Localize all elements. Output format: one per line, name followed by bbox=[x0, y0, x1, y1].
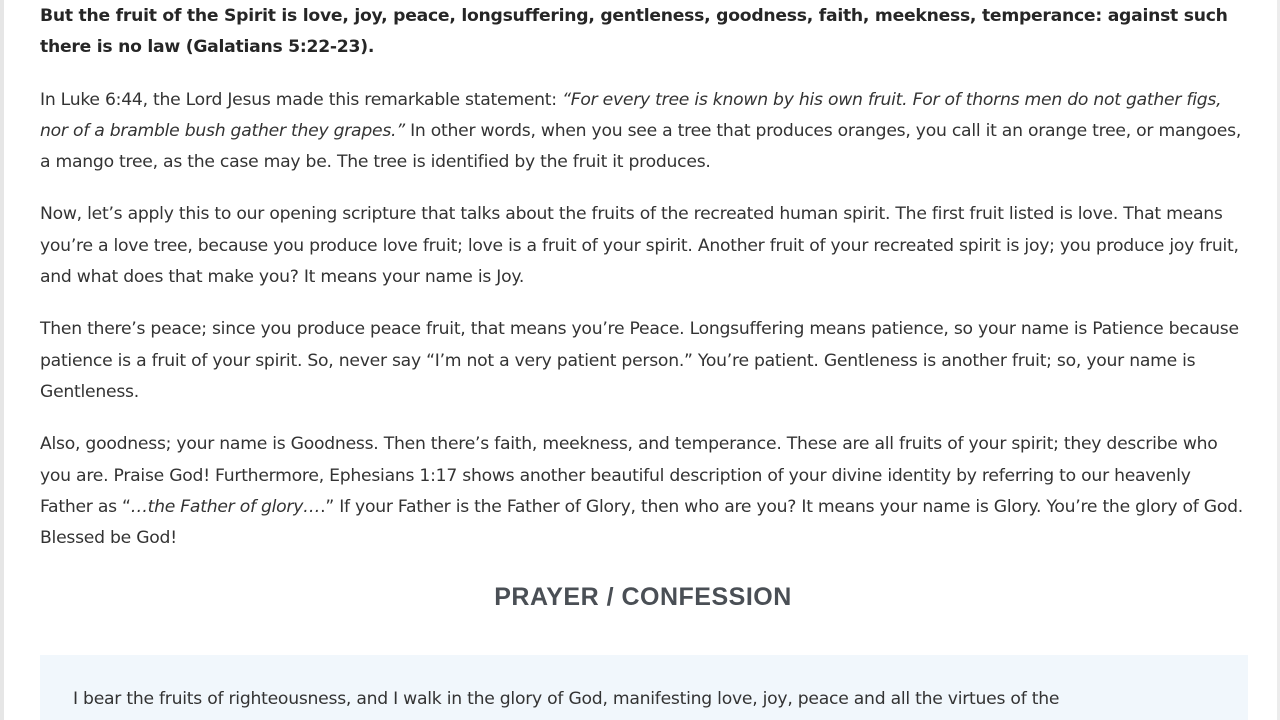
left-border bbox=[0, 0, 4, 720]
paragraph-goodness-intro: Also, goodness; your name is Goodness. Then there’s faith, meekness, and temperance. These are all fruits of your spirit; they describe who you are. Praise God! Furthermore, Ephesians 1:17 shows another beautiful description of your divine identity by referring to our heavenly Father as “ bbox=[40, 434, 1218, 517]
paragraph-luke-rest: In other words, when you see a tree that produces oranges, you call it an orange tree, or mangoes, a mango tree, as the case may be. The tree is identified by the fruit it produces. bbox=[40, 120, 1242, 173]
paragraph-love: Now, let’s apply this to our opening scripture that talks about the fruits of the recreated human spirit. The first fruit listed is love. That means you’re a love tree, because you produce love fruit; love is a fruit of your spirit. Another fruit of your recreated spirit is joy; you produce joy fruit, and what does that make you? It means your name is Joy. bbox=[40, 204, 1239, 288]
prayer-box bbox=[40, 655, 1248, 720]
paragraph-luke-intro: In Luke 6:44, the Lord Jesus made this remarkable statement: bbox=[40, 89, 563, 110]
ephesians-quote: …the Father of glory… bbox=[130, 496, 321, 517]
section-heading: PRAYER / CONFESSION bbox=[494, 583, 792, 612]
prayer-text: I bear the fruits of righteousness, and I walk in the glory of God, manifesting love, joy, peace and all the virtues of the bbox=[73, 689, 1060, 709]
paragraph-luke bbox=[40, 85, 1246, 179]
scripture-lead: But the fruit of the Spirit is love, joy, peace, longsuffering, gentleness, goodness, faith, meekness, temperance: against such there is no law (Galatians 5:22-23). bbox=[40, 6, 1228, 58]
paragraph-goodness bbox=[40, 429, 1246, 554]
article-body bbox=[40, 1, 1246, 614]
paragraph-peace: Then there’s peace; since you produce peace fruit, that means you’re Peace. Longsuffering means patience, so your name is Patience because patience is a fruit of your spirit. So, never say “I’m not a very patient person.” You’re patient. Gentleness is another fruit; so, your name is Gentleness. bbox=[40, 319, 1239, 402]
luke-quote: “For every tree is known by his own fruit. For of thorns men do not gather figs, nor of a bramble bush gather they grapes.” bbox=[40, 89, 1222, 141]
paragraph-goodness-rest: .” If your Father is the Father of Glory, then who are you? It means your name is Glory. You’re the glory of God. Blessed be God! bbox=[40, 496, 1244, 549]
